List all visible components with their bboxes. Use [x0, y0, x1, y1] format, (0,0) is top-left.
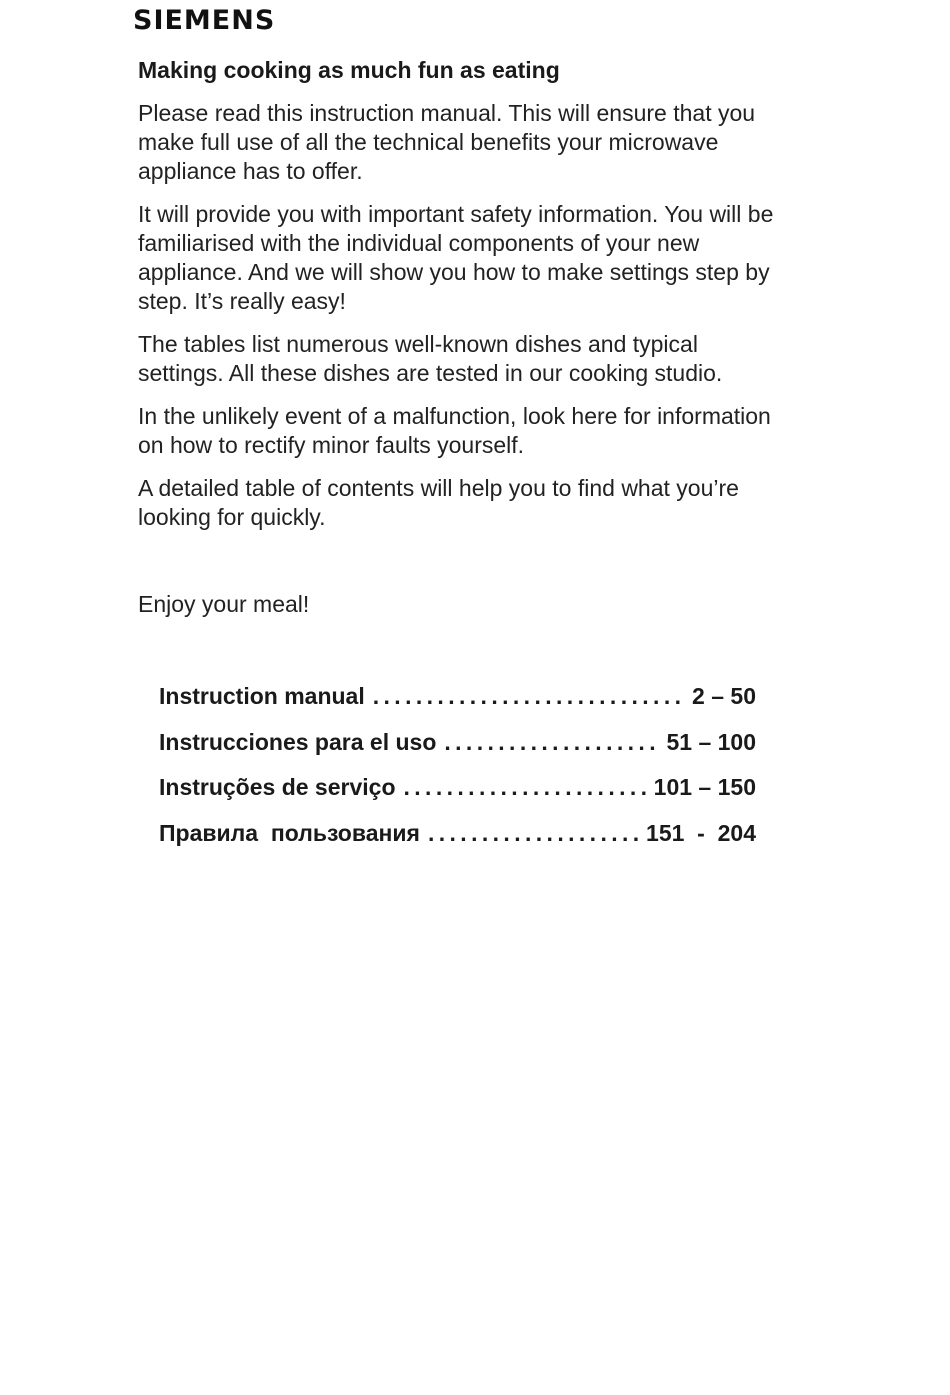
toc-pages: 151 - 204	[646, 819, 756, 846]
toc-pages: 101 – 150	[653, 774, 756, 800]
toc-row-portuguese	[159, 774, 756, 820]
toc-leader-dots	[373, 683, 684, 710]
intro-paragraph: The tables list numerous well-known dishes and typical settings. All these dishes are tested in our cooking studio.	[138, 331, 723, 386]
toc-label: Instruções de serviço	[159, 774, 396, 800]
closing-text: Enjoy your meal!	[138, 591, 310, 617]
toc-label: Instruction manual	[159, 683, 365, 709]
toc-pages: 2 – 50	[692, 683, 756, 709]
intro-paragraph: It will provide you with important safety information. You will be familiarised with the individual components of your new appliance. And we will show you how to make settings step by step. It’s really easy!	[138, 201, 774, 314]
toc-row-spanish	[159, 729, 756, 775]
toc-row-russian	[159, 820, 756, 866]
language-index	[159, 683, 756, 865]
toc-label: Правила пользования	[159, 819, 420, 846]
toc-leader-dots	[404, 774, 646, 801]
toc-row-english	[159, 683, 756, 729]
toc-pages: 51 – 100	[666, 728, 756, 755]
siemens-logo: SIEMENS	[133, 5, 276, 36]
intro-paragraph: Please read this instruction manual. This will ensure that you make full use of all the technical benefits your microwave appliance has to offer.	[138, 100, 756, 184]
intro-section	[138, 55, 788, 633]
intro-paragraph: A detailed table of contents will help you to find what you’re looking for quickly.	[138, 475, 739, 530]
intro-heading: Making cooking as much fun as eating	[138, 57, 560, 83]
toc-label: Instrucciones para el uso	[159, 728, 437, 755]
intro-paragraph: In the unlikely event of a malfunction, look here for information on how to rectify minor faults yourself.	[138, 403, 771, 458]
toc-leader-dots	[428, 820, 638, 847]
toc-leader-dots	[444, 729, 658, 756]
